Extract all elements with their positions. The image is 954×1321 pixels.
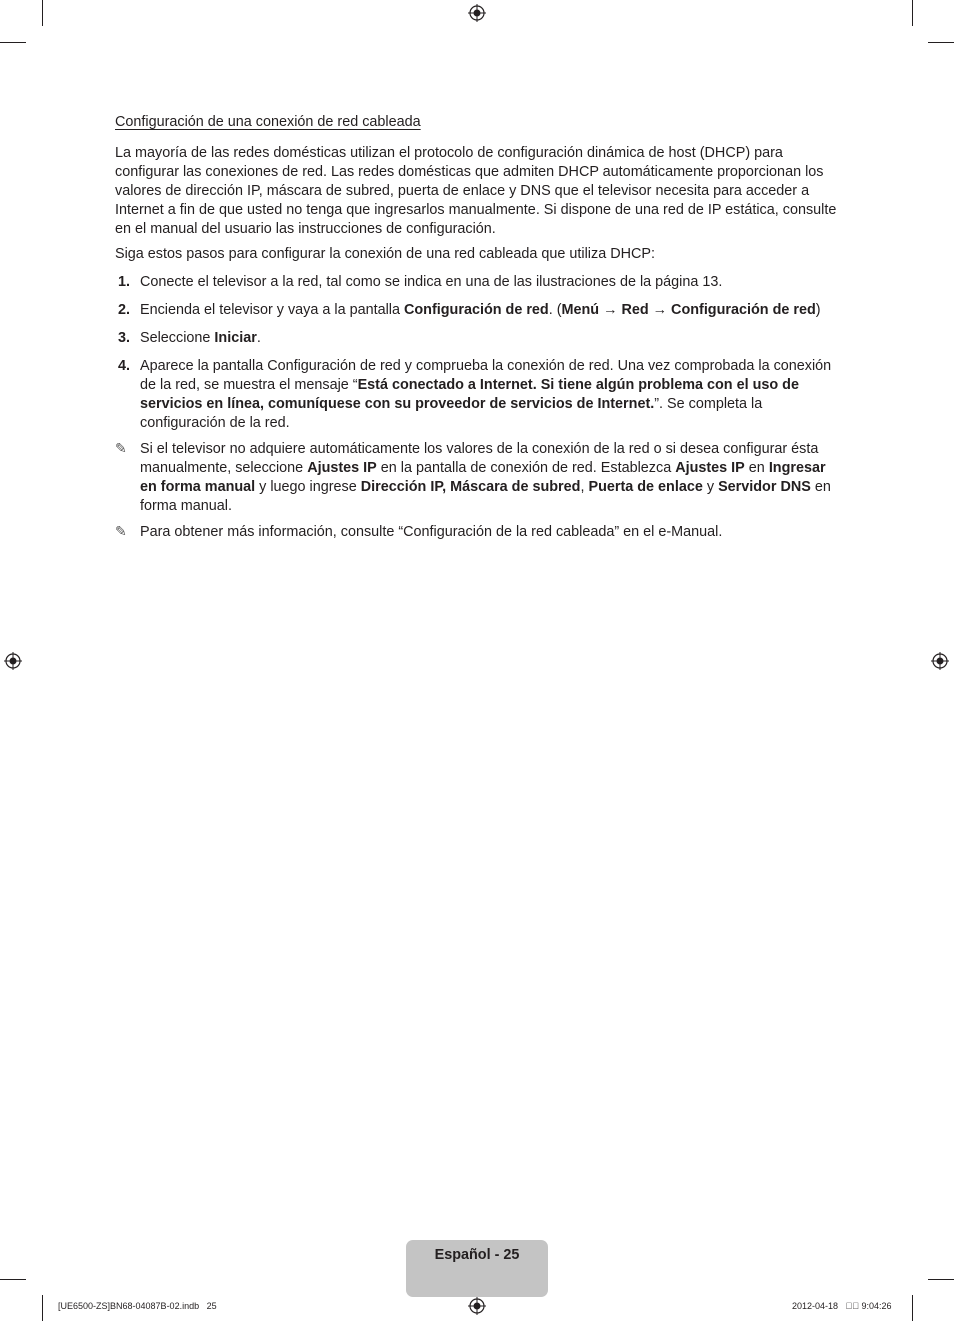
- step-item: [115, 357, 841, 433]
- intro-paragraph: La mayoría de las redes domésticas utilizan el protocolo de configuración dinámica de host (DHCP) para configurar las conexiones de red. Las redes domésticas que admiten DHCP automáticamente proporcionan los valores de dirección IP, máscara de subred, puerta de enlace y DNS que el televisor necesita para acceder a Internet a fin de que usted no tenga que ingresarlos manualmente. Si dispone de una red de IP estática, consulte en el manual del usuario las instrucciones de configuración.: [115, 145, 837, 237]
- footer-datetime: 2012-04-18 ￿￿ 9:04:26: [792, 1301, 892, 1311]
- step-number: 4.: [118, 358, 131, 374]
- note-text: Si el televisor no adquiere automáticamente los valores de la conexión de la red o si desea configurar ésta manualmente, seleccione: [140, 441, 819, 476]
- registration-mark-icon: [468, 4, 486, 22]
- registration-mark-icon: [4, 652, 22, 670]
- note-bold-text: Ingresar en forma manual: [140, 460, 826, 495]
- pencil-icon: ✎: [115, 441, 127, 457]
- note-text: y: [702, 479, 719, 495]
- note-bold-text: Ajustes IP: [675, 460, 745, 476]
- footer-file-info: [UE6500-ZS]BN68-04087B-02.indb 25: [58, 1301, 217, 1311]
- step-text: . (: [548, 302, 562, 318]
- step-text: Conecte el televisor a la red, tal como se indica en una de las ilustraciones de la página 13.: [140, 274, 723, 290]
- note-item: [115, 523, 841, 542]
- registration-mark-icon: [931, 652, 949, 670]
- crop-mark: [928, 42, 954, 43]
- note-bold-text: Ajustes IP: [307, 460, 377, 476]
- note-bold-text: Dirección IP, Máscara de subred: [360, 479, 581, 495]
- step-item: [115, 301, 841, 320]
- crop-mark: [0, 1279, 26, 1280]
- crop-mark: [912, 1295, 913, 1321]
- connection-message: Está conectado a Internet. Si tiene algún problema con el uso de servicios en línea, comuníquese con su proveedor de servicios de Internet.: [140, 377, 799, 412]
- pencil-icon: ✎: [115, 524, 127, 540]
- step-number: 3.: [118, 330, 131, 346]
- document-body: [115, 113, 841, 542]
- note-text: ,: [580, 479, 589, 495]
- crop-mark: [0, 42, 26, 43]
- crop-mark: [42, 1295, 43, 1321]
- step-text: Aparece la pantalla Configuración de red y comprueba la conexión de red. Una vez comprobada la conexión de la red, se muestra el mensaje “: [140, 358, 832, 393]
- note-bold-text: Servidor DNS: [718, 479, 811, 495]
- crop-mark: [42, 0, 43, 26]
- crop-mark: [912, 0, 913, 26]
- note-text: en la pantalla de conexión de red. Establezca: [376, 460, 676, 476]
- step-text: .: [256, 330, 261, 346]
- step-bold-text: Configuración de red: [404, 302, 549, 318]
- section-heading: Configuración de una conexión de red cableada: [115, 114, 421, 130]
- note-item: [115, 440, 841, 516]
- page-number: Español - 25: [434, 1247, 520, 1263]
- step-text: ): [815, 302, 821, 318]
- step-number: 1.: [118, 274, 131, 290]
- step-item: [115, 329, 841, 348]
- step-number: 2.: [118, 302, 131, 318]
- step-item: [115, 273, 841, 292]
- note-text: y luego ingrese: [255, 479, 361, 495]
- lead-paragraph: Siga estos pasos para configurar la conexión de una red cableada que utiliza DHCP:: [115, 246, 655, 262]
- step-bold-text: Iniciar: [214, 330, 257, 346]
- note-bold-text: Puerta de enlace: [588, 479, 703, 495]
- crop-mark: [928, 1279, 954, 1280]
- step-text: Encienda el televisor y vaya a la pantalla: [140, 302, 404, 318]
- step-text: ”. Se completa la configuración de la red.: [140, 396, 763, 431]
- note-text: en: [744, 460, 769, 476]
- menu-path: Menú → Red → Configuración de red: [561, 302, 816, 318]
- note-text: en forma manual.: [140, 479, 831, 514]
- step-text: Seleccione: [140, 330, 215, 346]
- registration-mark-icon: [468, 1297, 486, 1315]
- page-number-tab: [406, 1240, 548, 1297]
- note-text: Para obtener más información, consulte “Configuración de la red cableada” en el e-Manual.: [140, 524, 723, 540]
